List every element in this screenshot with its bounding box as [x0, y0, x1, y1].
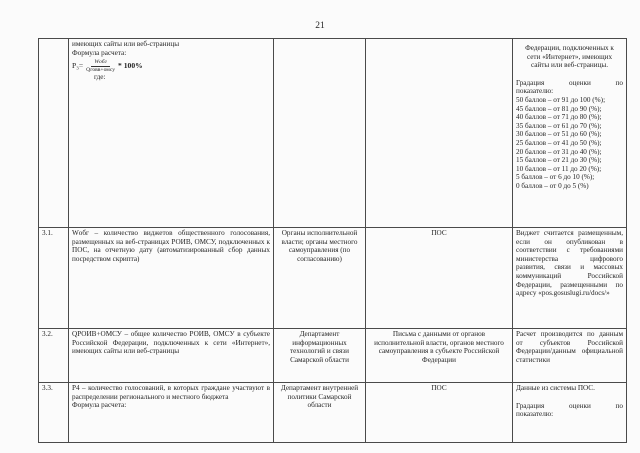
gradation-heading [516, 79, 623, 88]
formula-label: Формула расчета: [72, 401, 127, 410]
criteria-line: Федерации, подключенных к [525, 44, 614, 52]
formula [72, 59, 270, 73]
grade-line: 35 баллов – от 61 до 70 (%); [516, 121, 602, 130]
grade-line: 30 баллов – от 51 до 60 (%); [516, 130, 602, 139]
grade-line: 40 баллов – от 71 до 80 (%); [516, 113, 602, 122]
formula-label: Формула расчета: [72, 48, 127, 57]
description-text: имеющих сайты или веб-страницы [72, 40, 180, 48]
criteria-cell: Расчет производится по данным от субъектов Российской Федерации/данным официальной статистики [513, 329, 627, 383]
row-number-cell: 3.2. [39, 329, 69, 383]
description-cell: QРОИВ+ОМСУ – общее количество РОИВ, ОМСУ в субъекте Российской Федерации, подключенных к сети «Интернет», имеющих сайты или веб-страницы [69, 329, 274, 383]
criteria-cell [513, 383, 627, 443]
organization-cell: Органы исполнительной власти; органы местного самоуправления (по согласованию) [274, 228, 366, 329]
criteria-text: Данные из системы ПОС. [516, 384, 595, 392]
formula-multiplier: * 100% [118, 60, 143, 70]
description-cell [69, 383, 274, 443]
gradation-word: Градация [516, 78, 545, 87]
criteria-line: сети «Интернет», имеющих [526, 52, 613, 61]
description-text: P4 – количество голосований, в которых граждане участвуют в распределении регионального и местного бюджета [72, 384, 270, 401]
grade-line: 20 баллов – от 31 до 40 (%); [516, 147, 602, 156]
criteria-line: сайты или веб-страницы. [530, 61, 609, 70]
grade-line: 45 баллов – от 81 до 90 (%); [516, 104, 602, 113]
gradation-word: оценки [569, 401, 591, 410]
description-cell: Wобг – количество виджетов общественного голосования, размещенных на веб-страницах РОИВ, ОМСУ, подключенных к ПОС, на отчетную дату (автоматизированный сбор данных посредством скрипта) [69, 228, 274, 329]
formula-fraction [86, 59, 115, 73]
indicators-table [38, 38, 627, 443]
gradation-word: Градация [516, 401, 545, 410]
row-number-cell [39, 39, 69, 228]
gradation-subheading: показателю: [516, 410, 554, 419]
source-cell [366, 39, 513, 228]
grade-line: 50 баллов – от 91 до 100 (%); [516, 95, 606, 104]
criteria-cell [513, 39, 627, 228]
gradation-word: оценки [569, 78, 591, 87]
source-cell: Письма с данными от органов исполнительной власти, органов местного самоуправления в субъекте Российской Федерации [366, 329, 513, 383]
table-row [39, 39, 627, 228]
table-row [39, 329, 627, 383]
formula-lhs: P₃= [72, 60, 84, 70]
row-number-cell: 3.1. [39, 228, 69, 329]
grade-line: 15 баллов – от 21 до 30 (%); [516, 156, 602, 165]
organization-cell: Департамент внутренней политики Самарской области [274, 383, 366, 443]
criteria-cell: Виджет считается размещенным, если он опубликован в соответствии с требованиями министерства цифрового развития, связи и массовых коммуникаций Российской Федерации, размещенными по адресу «pos.gosuslugi.ru/docs/» [513, 228, 627, 329]
source-cell: ПОС [366, 383, 513, 443]
formula-denominator: Qговв+омсу [86, 66, 116, 73]
table-row [39, 383, 627, 443]
grade-line: 10 баллов – от 11 до 20 (%); [516, 164, 602, 173]
row-number-cell: 3.3. [39, 383, 69, 443]
gradation-heading [516, 402, 623, 411]
organization-cell [274, 39, 366, 228]
grade-line: 25 баллов – от 41 до 50 (%); [516, 138, 602, 147]
organization-cell: Департамент информационных технологий и связи Самарской области [274, 329, 366, 383]
source-cell: ПОС [366, 228, 513, 329]
description-cell [69, 39, 274, 228]
gradation-word: по [615, 78, 623, 87]
gradation-word: по [615, 401, 623, 410]
page-number: 21 [315, 21, 325, 31]
formula-numerator: Wобг [91, 59, 109, 67]
formula-where: где: [94, 73, 106, 82]
grade-line: 5 баллов – от 6 до 10 (%); [516, 173, 595, 182]
gradation-subheading: показателю: [516, 87, 554, 96]
grade-line: 0 баллов – от 0 до 5 (%) [516, 181, 589, 190]
table-row [39, 228, 627, 329]
